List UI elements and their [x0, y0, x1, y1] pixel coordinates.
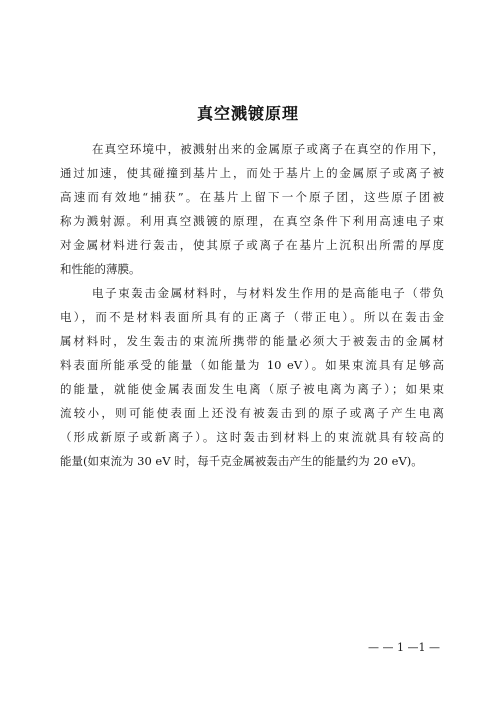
paragraph-line: 的能量，就能使金属表面发生电离（原子被电离为离子）；如果束: [60, 382, 444, 396]
paragraph-line: 能量(如束流为 30 eV 时，每千克金属被轰击产生的能量约为 20 eV)。: [60, 454, 423, 468]
paragraph-line: 高速而有效地“捕获”。在基片上留下一个原子团，这些原子团被: [60, 190, 444, 204]
paragraph-line: 在真空环境中，被溅射出来的金属原子或离子在真空的作用下，: [92, 142, 444, 156]
paragraph-line: 和性能的薄膜。: [60, 262, 141, 276]
paragraph-line: 称为溅射源。利用真空溅镀的原理，在真空条件下利用高速电子束: [60, 214, 444, 228]
paragraph-line: 通过加速，使其碰撞到基片上，而处于基片上的金属原子或离子被: [60, 166, 444, 180]
paragraph-line: 流较小，则可能使表面上还没有被轰击到的原子或离子产生电离: [60, 406, 444, 420]
paragraph-line: 料表面所能承受的能量（如能量为 10 eV）。如果束流具有足够高: [60, 358, 444, 372]
paragraph-line: 电子束轰击金属材料时，与材料发生作用的是高能电子（带负: [92, 286, 444, 300]
paragraph-line: （形成新原子或新离子）。这时轰击到材料上的束流就具有较高的: [60, 430, 444, 444]
paragraph-line: 电），而不是材料表面所具有的正离子（带正电）。所以在轰击金: [60, 310, 444, 324]
document-title: 真空溅镀原理: [196, 104, 299, 123]
paragraph-line: 属材料时，发生轰击的束流所携带的能量必须大于被轰击的金属材: [60, 334, 444, 348]
paragraph-line: 对金属材料进行轰击，使其原子或离子在基片上沉积出所需的厚度: [60, 238, 444, 252]
page-number: — — 1 —1 —: [368, 641, 440, 654]
